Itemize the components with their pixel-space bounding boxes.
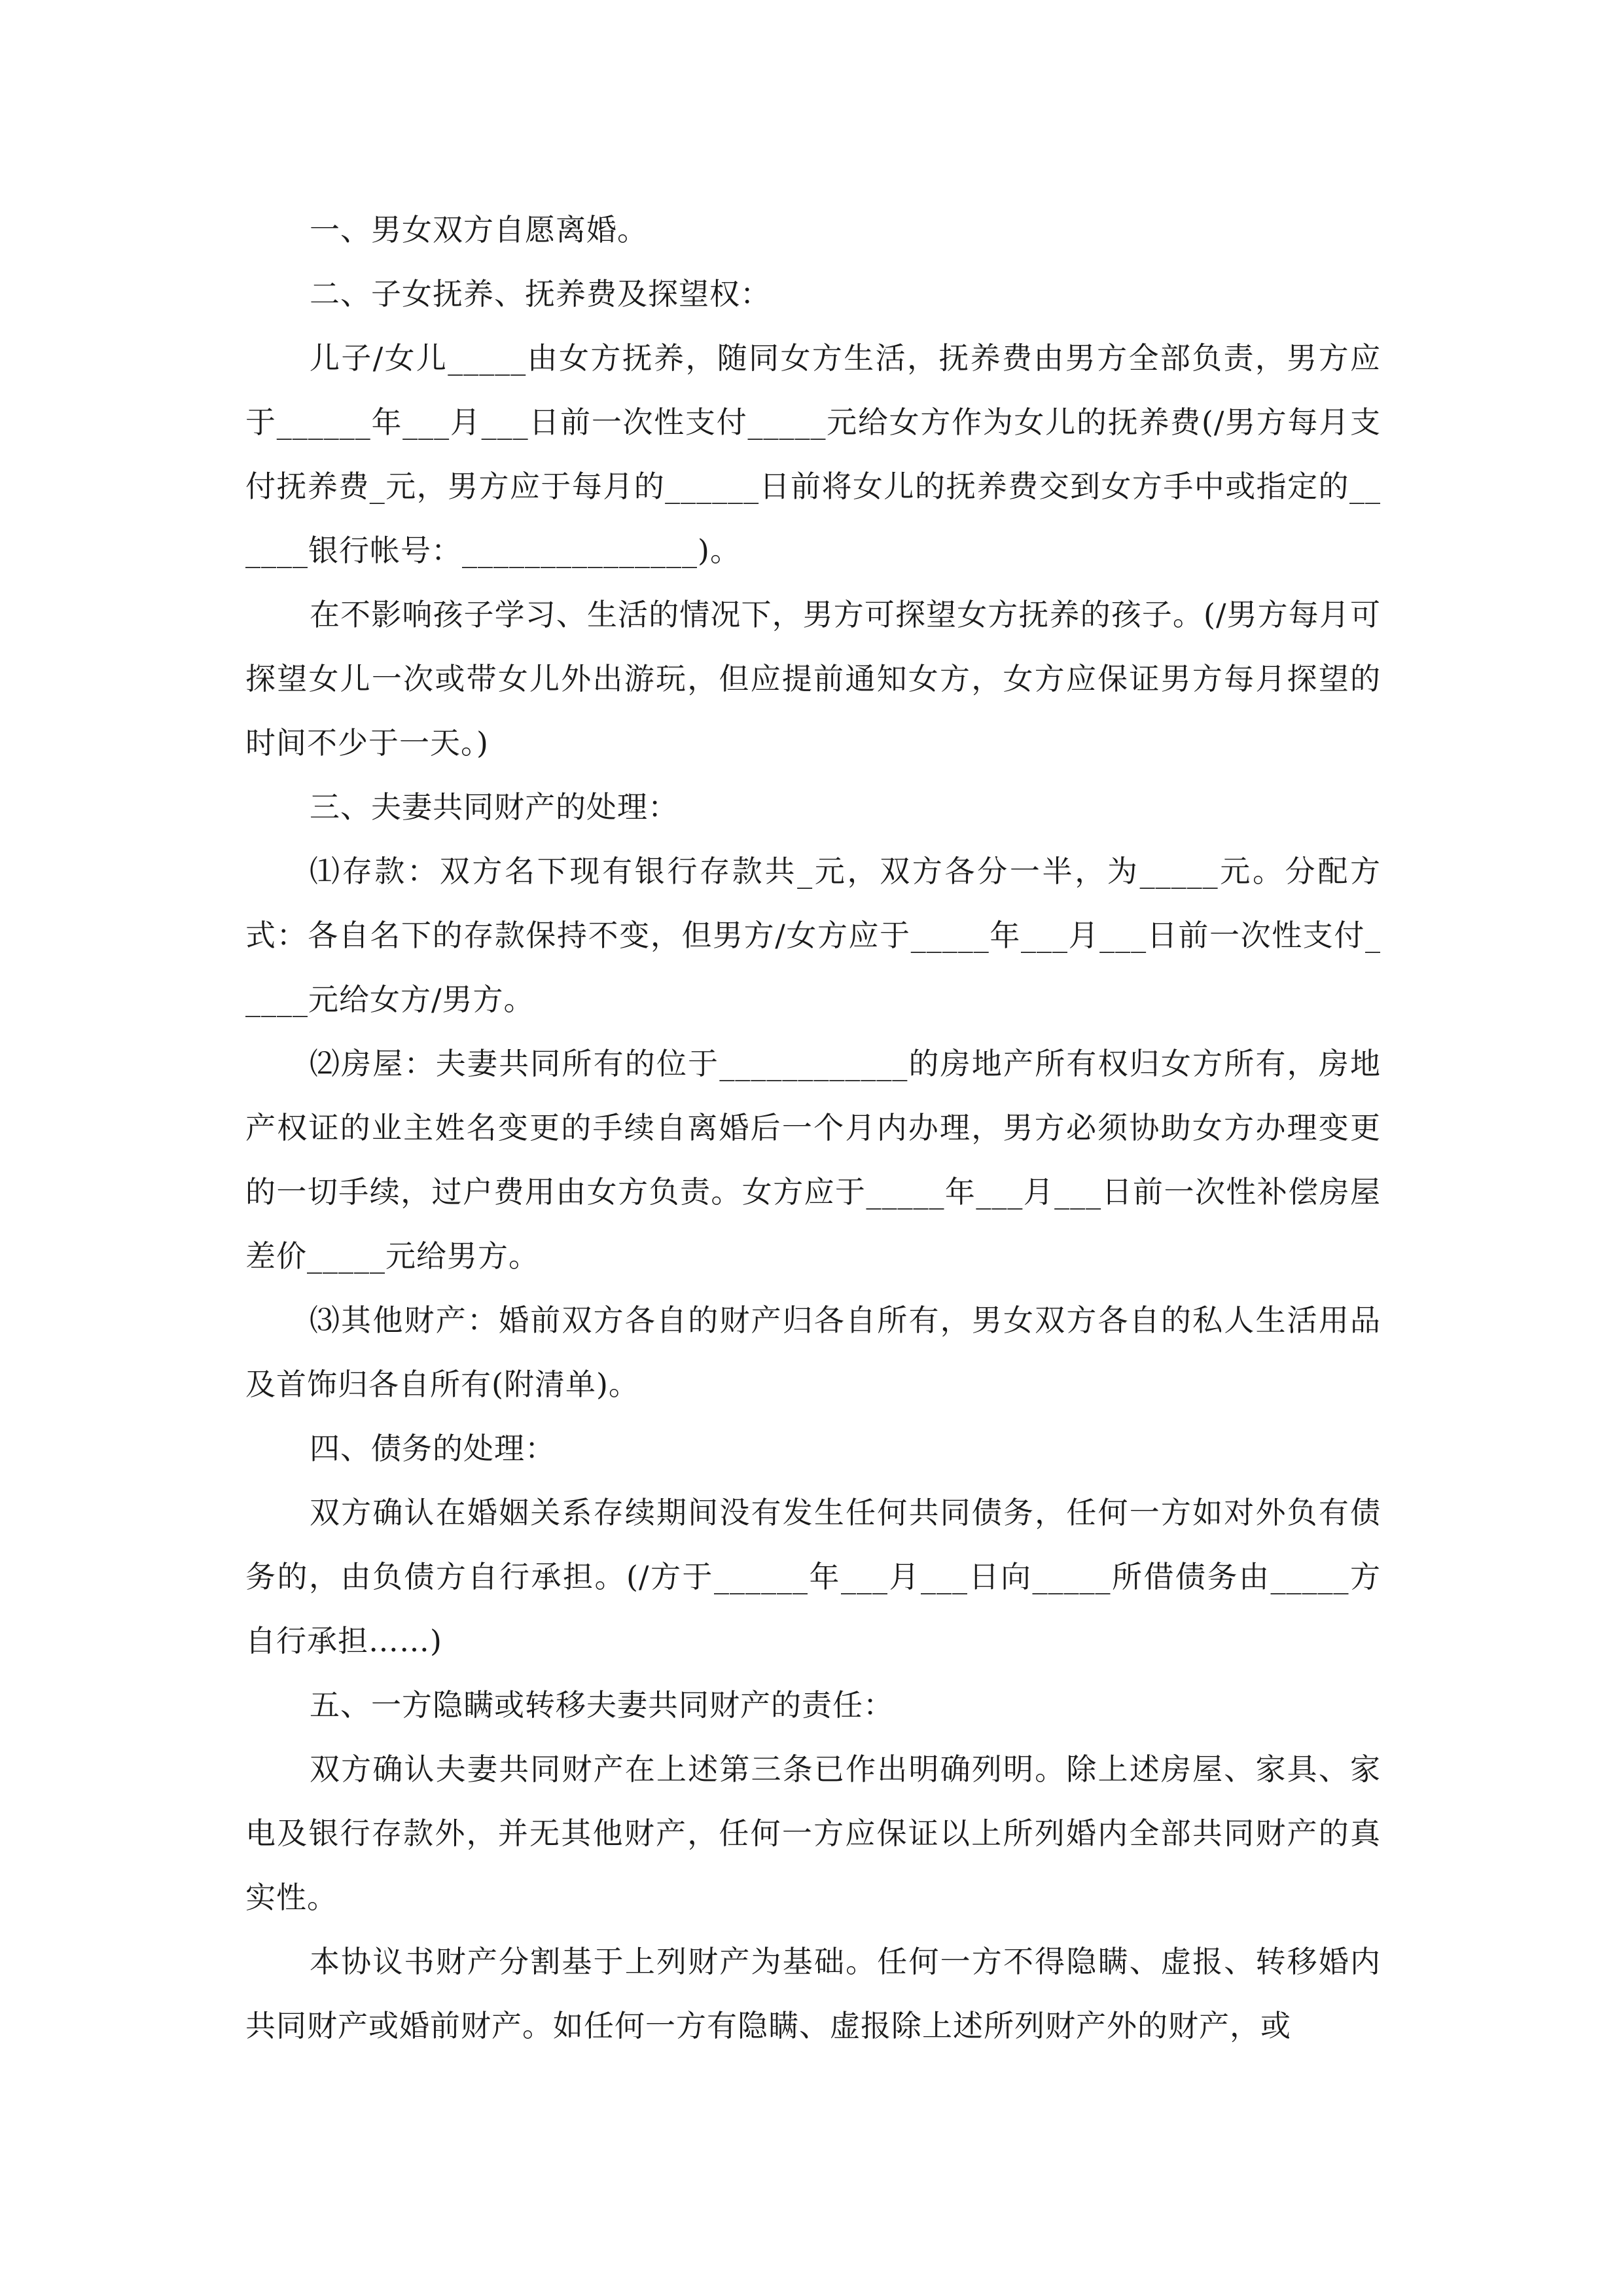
clause-2-heading: 二、子女抚养、抚养费及探望权： [310, 276, 771, 312]
clause-3-heading: 三、夫妻共同财产的处理： [310, 789, 679, 825]
visitation-paragraph: 在不影响孩子学习、生活的情况下，男方可探望女方抚养的孩子。(/男方每月可探望女儿一次或带女儿外出游玩，但应提前通知女方，女方应保证男方每月探望的时间不少于一天。) [245, 597, 1381, 761]
housing-paragraph: ⑵房屋：夫妻共同所有的位于____________的房地产所有权归女方所有，房地产权证的业主姓名变更的手续自离婚后一个月内办理，男方必须协助女方办理变更的一切手续，过户费用由女方负责。女方应于_____年___月___日前一次性补偿房屋差价_____元给男方。 [245, 1046, 1382, 1274]
property-confirmation-paragraph: 双方确认夫妻共同财产在上述第三条已作出明确列明。除上述房屋、家具、家电及银行存款外，并无其他财产，任何一方应保证以上所列婚内全部共同财产的真实性。 [245, 1751, 1381, 1915]
clause-1-heading: 一、男女双方自愿离婚。 [310, 212, 648, 247]
savings-paragraph: ⑴存款：双方名下现有银行存款共_元，双方各分一半，为_____元。分配方式：各自名下的存款保持不变，但男方/女方应于_____年___月___日前一次性支付_____元给女方/男方。 [245, 853, 1381, 1017]
document-body [245, 198, 1381, 2058]
clause-5-heading: 五、一方隐瞒或转移夫妻共同财产的责任： [310, 1687, 894, 1723]
other-property-paragraph: ⑶其他财产：婚前双方各自的财产归各自所有，男女双方各自的私人生活用品及首饰归各自所有(附清单)。 [245, 1302, 1381, 1402]
child-custody-paragraph: 儿子/女儿_____由女方抚养，随同女方生活，抚养费由男方全部负责，男方应于______年___月___日前一次性支付_____元给女方作为女儿的抚养费(/男方每月支付抚养费_元，男方应于每月的______日前将女儿的抚养费交到女方手中或指定的______银行帐号：_______________)。 [245, 340, 1381, 568]
concealment-paragraph: 本协议书财产分割基于上列财产为基础。任何一方不得隐瞒、虚报、转移婚内共同财产或婚前财产。如任何一方有隐瞒、虚报除上述所列财产外的财产，或 [245, 1944, 1381, 2043]
debt-paragraph: 双方确认在婚姻关系存续期间没有发生任何共同债务，任何一方如对外负有债务的，由负债方自行承担。(/方于______年___月___日向_____所借债务由_____方自行承担……) [245, 1495, 1381, 1659]
clause-4-heading: 四、债务的处理： [310, 1431, 556, 1466]
